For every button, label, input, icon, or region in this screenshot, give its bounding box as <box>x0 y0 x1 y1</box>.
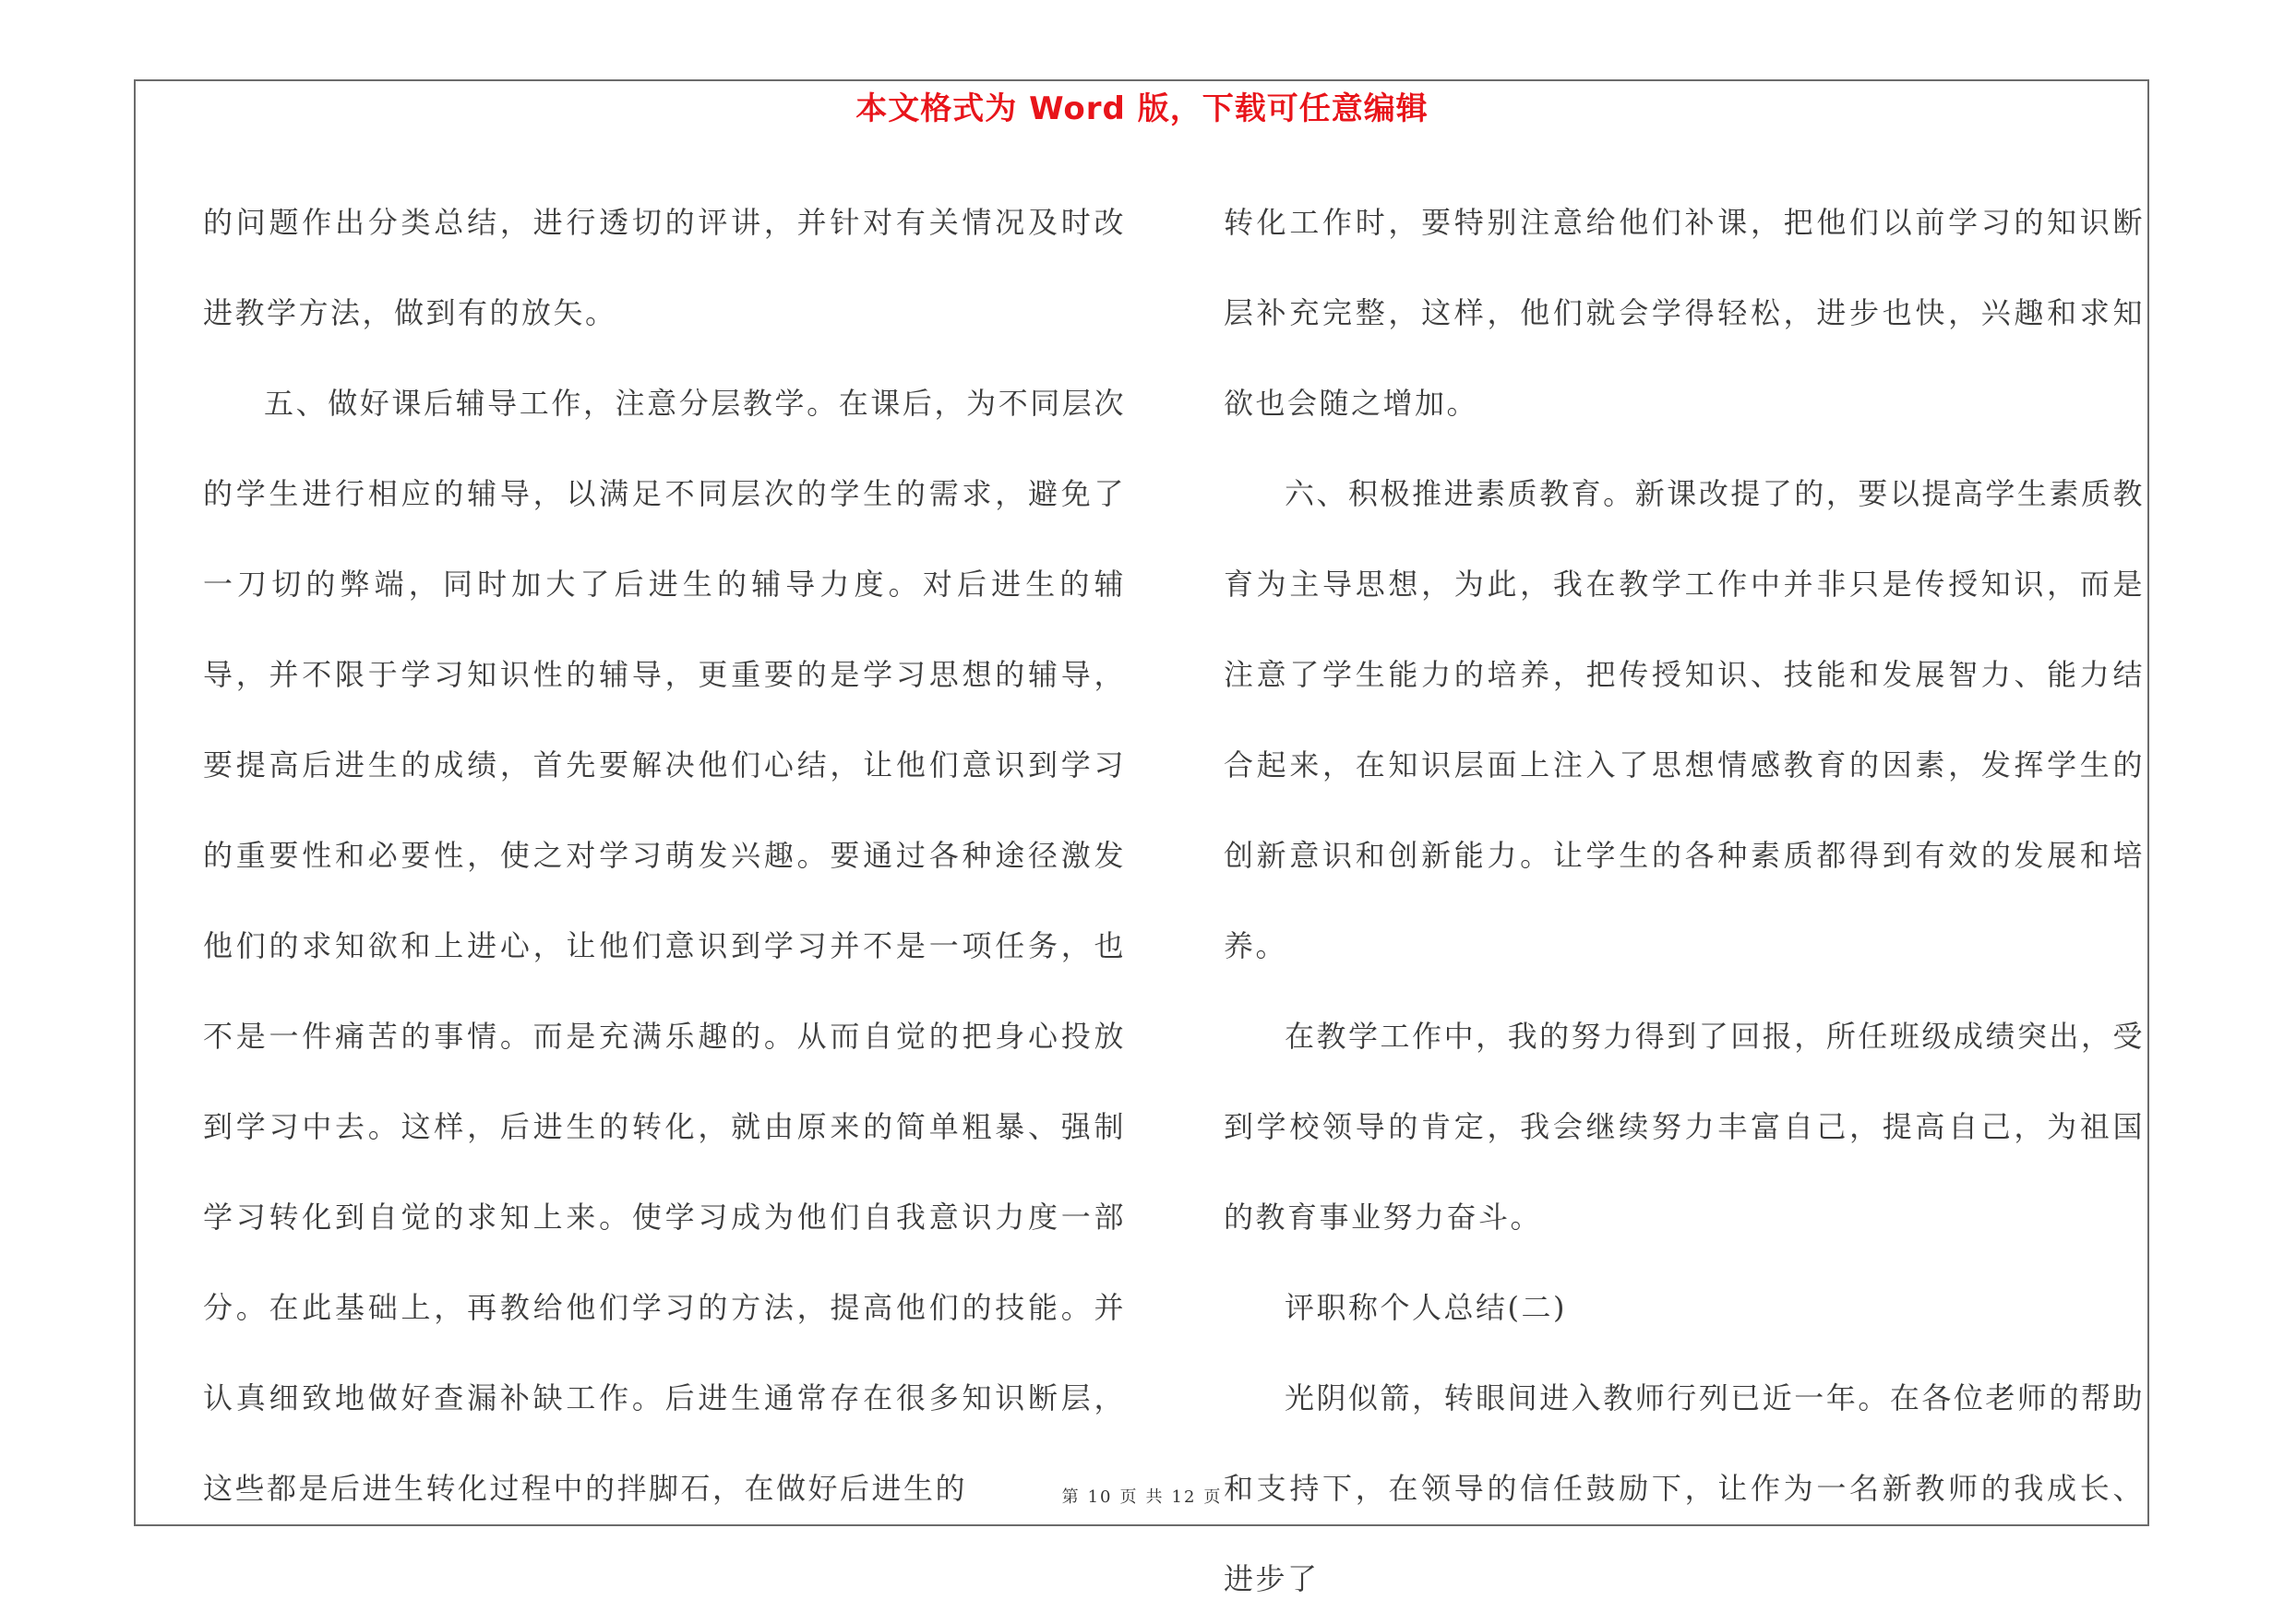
paragraph: 的问题作出分类总结，进行透切的评讲，并针对有关情况及时改进教学方法，做到有的放矢。 <box>203 205 1126 330</box>
page-label-mid1: 页 <box>1119 1487 1139 1507</box>
left-column <box>203 177 1126 1534</box>
page-label-mid2: 共 <box>1145 1487 1165 1507</box>
right-column <box>1224 177 2145 1624</box>
word-format-banner: 本文格式为 Word 版，下载可任意编辑 <box>855 90 1429 127</box>
paragraph: 在教学工作中，我的努力得到了回报，所任班级成绩突出，受到学校领导的肯定，我会继续努力丰富自己，提高自己，为祖国的教育事业努力奋斗。 <box>1224 1019 2145 1235</box>
page-number-footer <box>0 1484 2284 1508</box>
current-page-number: 10 <box>1087 1487 1113 1507</box>
paragraph: 光阴似箭，转眼间进入教师行列已近一年。在各位老师的帮助和支持下，在领导的信任鼓励下，让作为一名新教师的我成长、进步了 <box>1224 1380 2145 1596</box>
paragraph: 六、积极推进素质教育。新课改提了的，要以提高学生素质教育为主导思想，为此，我在教学工作中并非只是传授知识，而是注意了学生能力的培养，把传授知识、技能和发展智力、能力结合起来，在知识层面上注入了思想情感教育的因素，发挥学生的创新意识和创新能力。让学生的各种素质都得到有效的发展和培养。 <box>1224 476 2145 963</box>
page-label-suffix: 页 <box>1203 1487 1223 1507</box>
page-label-prefix: 第 <box>1061 1487 1081 1507</box>
total-page-number: 12 <box>1171 1487 1197 1507</box>
paragraph: 转化工作时，要特别注意给他们补课，把他们以前学习的知识断层补充完整，这样，他们就会学得轻松，进步也快，兴趣和求知欲也会随之增加。 <box>1224 205 2145 421</box>
paragraph: 五、做好课后辅导工作，注意分层教学。在课后，为不同层次的学生进行相应的辅导，以满足不同层次的学生的需求，避免了一刀切的弊端，同时加大了后进生的辅导力度。对后进生的辅导，并不限于学习知识性的辅导，更重要的是学习思想的辅导，要提高后进生的成绩，首先要解决他们心结，让他们意识到学习的重要性和必要性，使之对学习萌发兴趣。要通过各种途径激发他们的求知欲和上进心，让他们意识到学习并不是一项任务，也不是一件痛苦的事情。而是充满乐趣的。从而自觉的把身心投放到学习中去。这样，后进生的转化，就由原来的简单粗暴、强制学习转化到自觉的求知上来。使学习成为他们自我意识力度一部分。在此基础上，再教给他们学习的方法，提高他们的技能。并认真细致地做好查漏补缺工作。后进生通常存在很多知识断层，这些都是后进生转化过程中的拌脚石，在做好后进生的 <box>203 386 1126 1506</box>
section-heading: 评职称个人总结(二) <box>1285 1290 1567 1325</box>
